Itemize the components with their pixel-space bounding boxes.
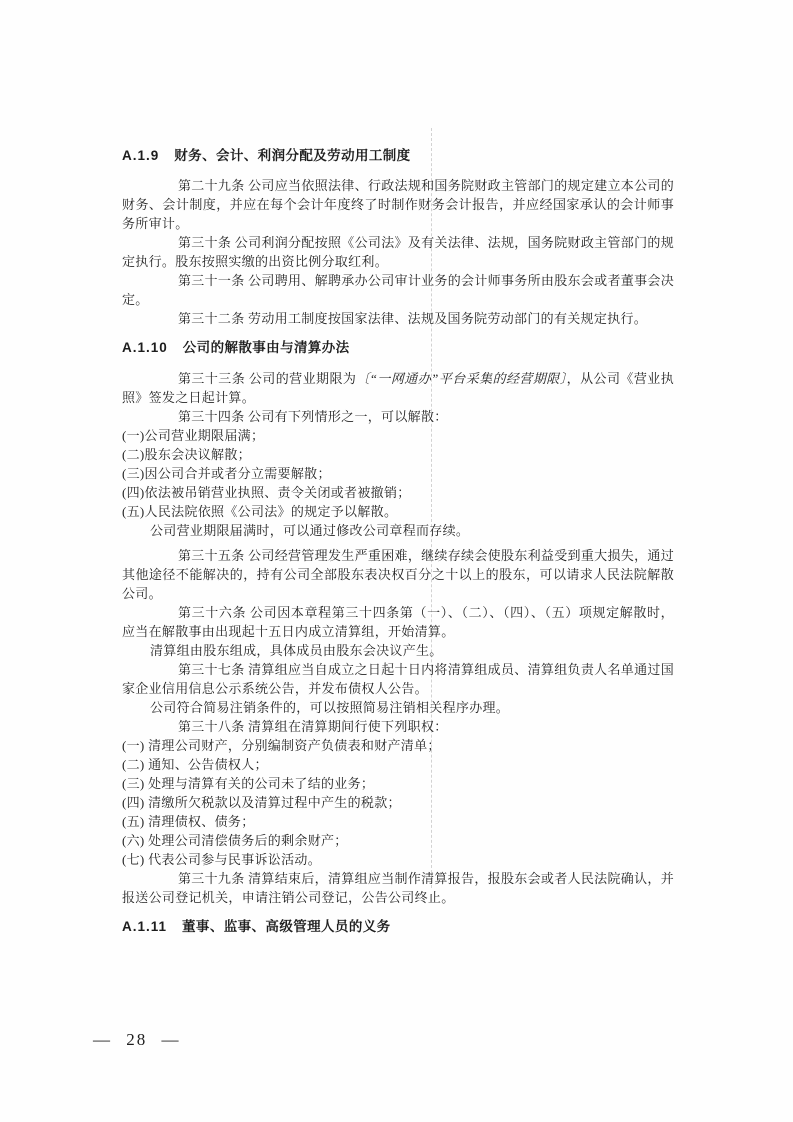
section-number: A.1.10 xyxy=(122,340,168,355)
list-item: (五)人民法院依照《公司法》的规定予以解散。 xyxy=(122,504,398,519)
section-title: 董事、监事、高级管理人员的义务 xyxy=(182,919,391,934)
paragraph-article-34: 第三十四条 公司有下列情形之一，可以解散： xyxy=(178,409,448,424)
paragraph-article-36-note: 清算组由股东组成，具体成员由股东会决议产生。 xyxy=(150,643,443,658)
liquidation-powers-list xyxy=(122,736,674,869)
list-item: (五) 清理债权、债务； xyxy=(122,814,255,829)
paragraph-article-38: 第三十八条 清算组在清算期间行使下列职权： xyxy=(178,719,448,734)
paragraph-article-33 xyxy=(122,369,674,407)
page-content xyxy=(122,146,674,948)
list-item: (三) 处理与清算有关的公司未了结的业务； xyxy=(122,776,375,791)
list-item: (七) 代表公司参与民事诉讼活动。 xyxy=(122,852,322,867)
section-title: 公司的解散事由与清算办法 xyxy=(182,340,350,355)
dissolution-conditions-list xyxy=(122,426,674,521)
paragraph-article-36: 第三十六条 公司因本章程第三十四条第（一）、（二）、（四）、（五）项规定解散时，应当在解散事由出现起十五日内成立清算组，开始清算。 xyxy=(122,605,674,639)
list-item: (二)股东会决议解散； xyxy=(122,447,251,462)
paragraph-article-29: 第二十九条 公司应当依照法律、行政法规和国务院财政主管部门的规定建立本公司的财务、会计制度，并应在每个会计年度终了时制作财务会计报告，并应经国家承认的会计师事务所审计。 xyxy=(122,178,674,231)
paragraph-article-39: 第三十九条 清算结束后，清算组应当制作清算报告，报股东会或者人民法院确认，并报送公司登记机关，申请注销公司登记，公告公司终止。 xyxy=(122,871,674,905)
article-33-text: 第三十三条 公司的营业期限为 xyxy=(178,371,357,386)
list-item: (四) 清缴所欠税款以及清算过程中产生的税款； xyxy=(122,795,401,810)
article-33-text-end: ，从公司《营业执照》签发之日起计算。 xyxy=(122,371,675,405)
section-number: A.1.9 xyxy=(122,148,160,163)
paragraph-article-37: 第三十七条 清算组应当自成立之日起十日内将清算组成员、清算组负责人名单通过国家企业信用信息公示系统公告，并发布债权人公告。 xyxy=(122,662,674,696)
page-number: — 28 — xyxy=(93,1030,181,1049)
section-heading-a111 xyxy=(122,917,674,936)
paragraph-article-35: 第三十五条 公司经营管理发生严重困难，继续存续会使股东利益受到重大损失，通过其他途径不能解决的，持有公司全部股东表决权百分之十以上的股东，可以请求人民法院解散公司。 xyxy=(122,548,674,601)
list-item: (三)因公司合并或者分立需要解散； xyxy=(122,466,331,481)
list-item: (二) 通知、公告债权人； xyxy=(122,757,268,772)
paragraph-article-37-note: 公司符合简易注销条件的，可以按照简易注销相关程序办理。 xyxy=(150,700,510,715)
list-item: (六) 处理公司清偿债务后的剩余财产； xyxy=(122,833,348,848)
paragraph-article-32: 第三十二条 劳动用工制度按国家法律、法规及国务院劳动部门的有关规定执行。 xyxy=(178,311,648,326)
list-item: (一) 清理公司财产，分别编制资产负债表和财产清单； xyxy=(122,738,441,753)
list-item: (一)公司营业期限届满； xyxy=(122,428,265,443)
paragraph-article-34-note: 公司营业期限届满时，可以通过修改公司章程而存续。 xyxy=(150,523,470,538)
section-heading-a19 xyxy=(122,146,674,165)
list-item: (四)依法被吊销营业执照、责令关闭或者被撤销； xyxy=(122,485,411,500)
section-title: 财务、会计、利润分配及劳动用工制度 xyxy=(174,148,411,163)
paragraph-article-30: 第三十条 公司利润分配按照《公司法》及有关法律、法规，国务院财政主管部门的规定执行。股东按照实缴的出资比例分取红利。 xyxy=(122,235,674,269)
article-33-bracketed-clause: 〔“一网通办”平台采集的经营期限〕 xyxy=(356,371,567,386)
section-number: A.1.11 xyxy=(122,919,168,934)
section-heading-a110 xyxy=(122,338,674,357)
paragraph-article-31: 第三十一条 公司聘用、解聘承办公司审计业务的会计师事务所由股东会或者董事会决定。 xyxy=(122,273,674,307)
